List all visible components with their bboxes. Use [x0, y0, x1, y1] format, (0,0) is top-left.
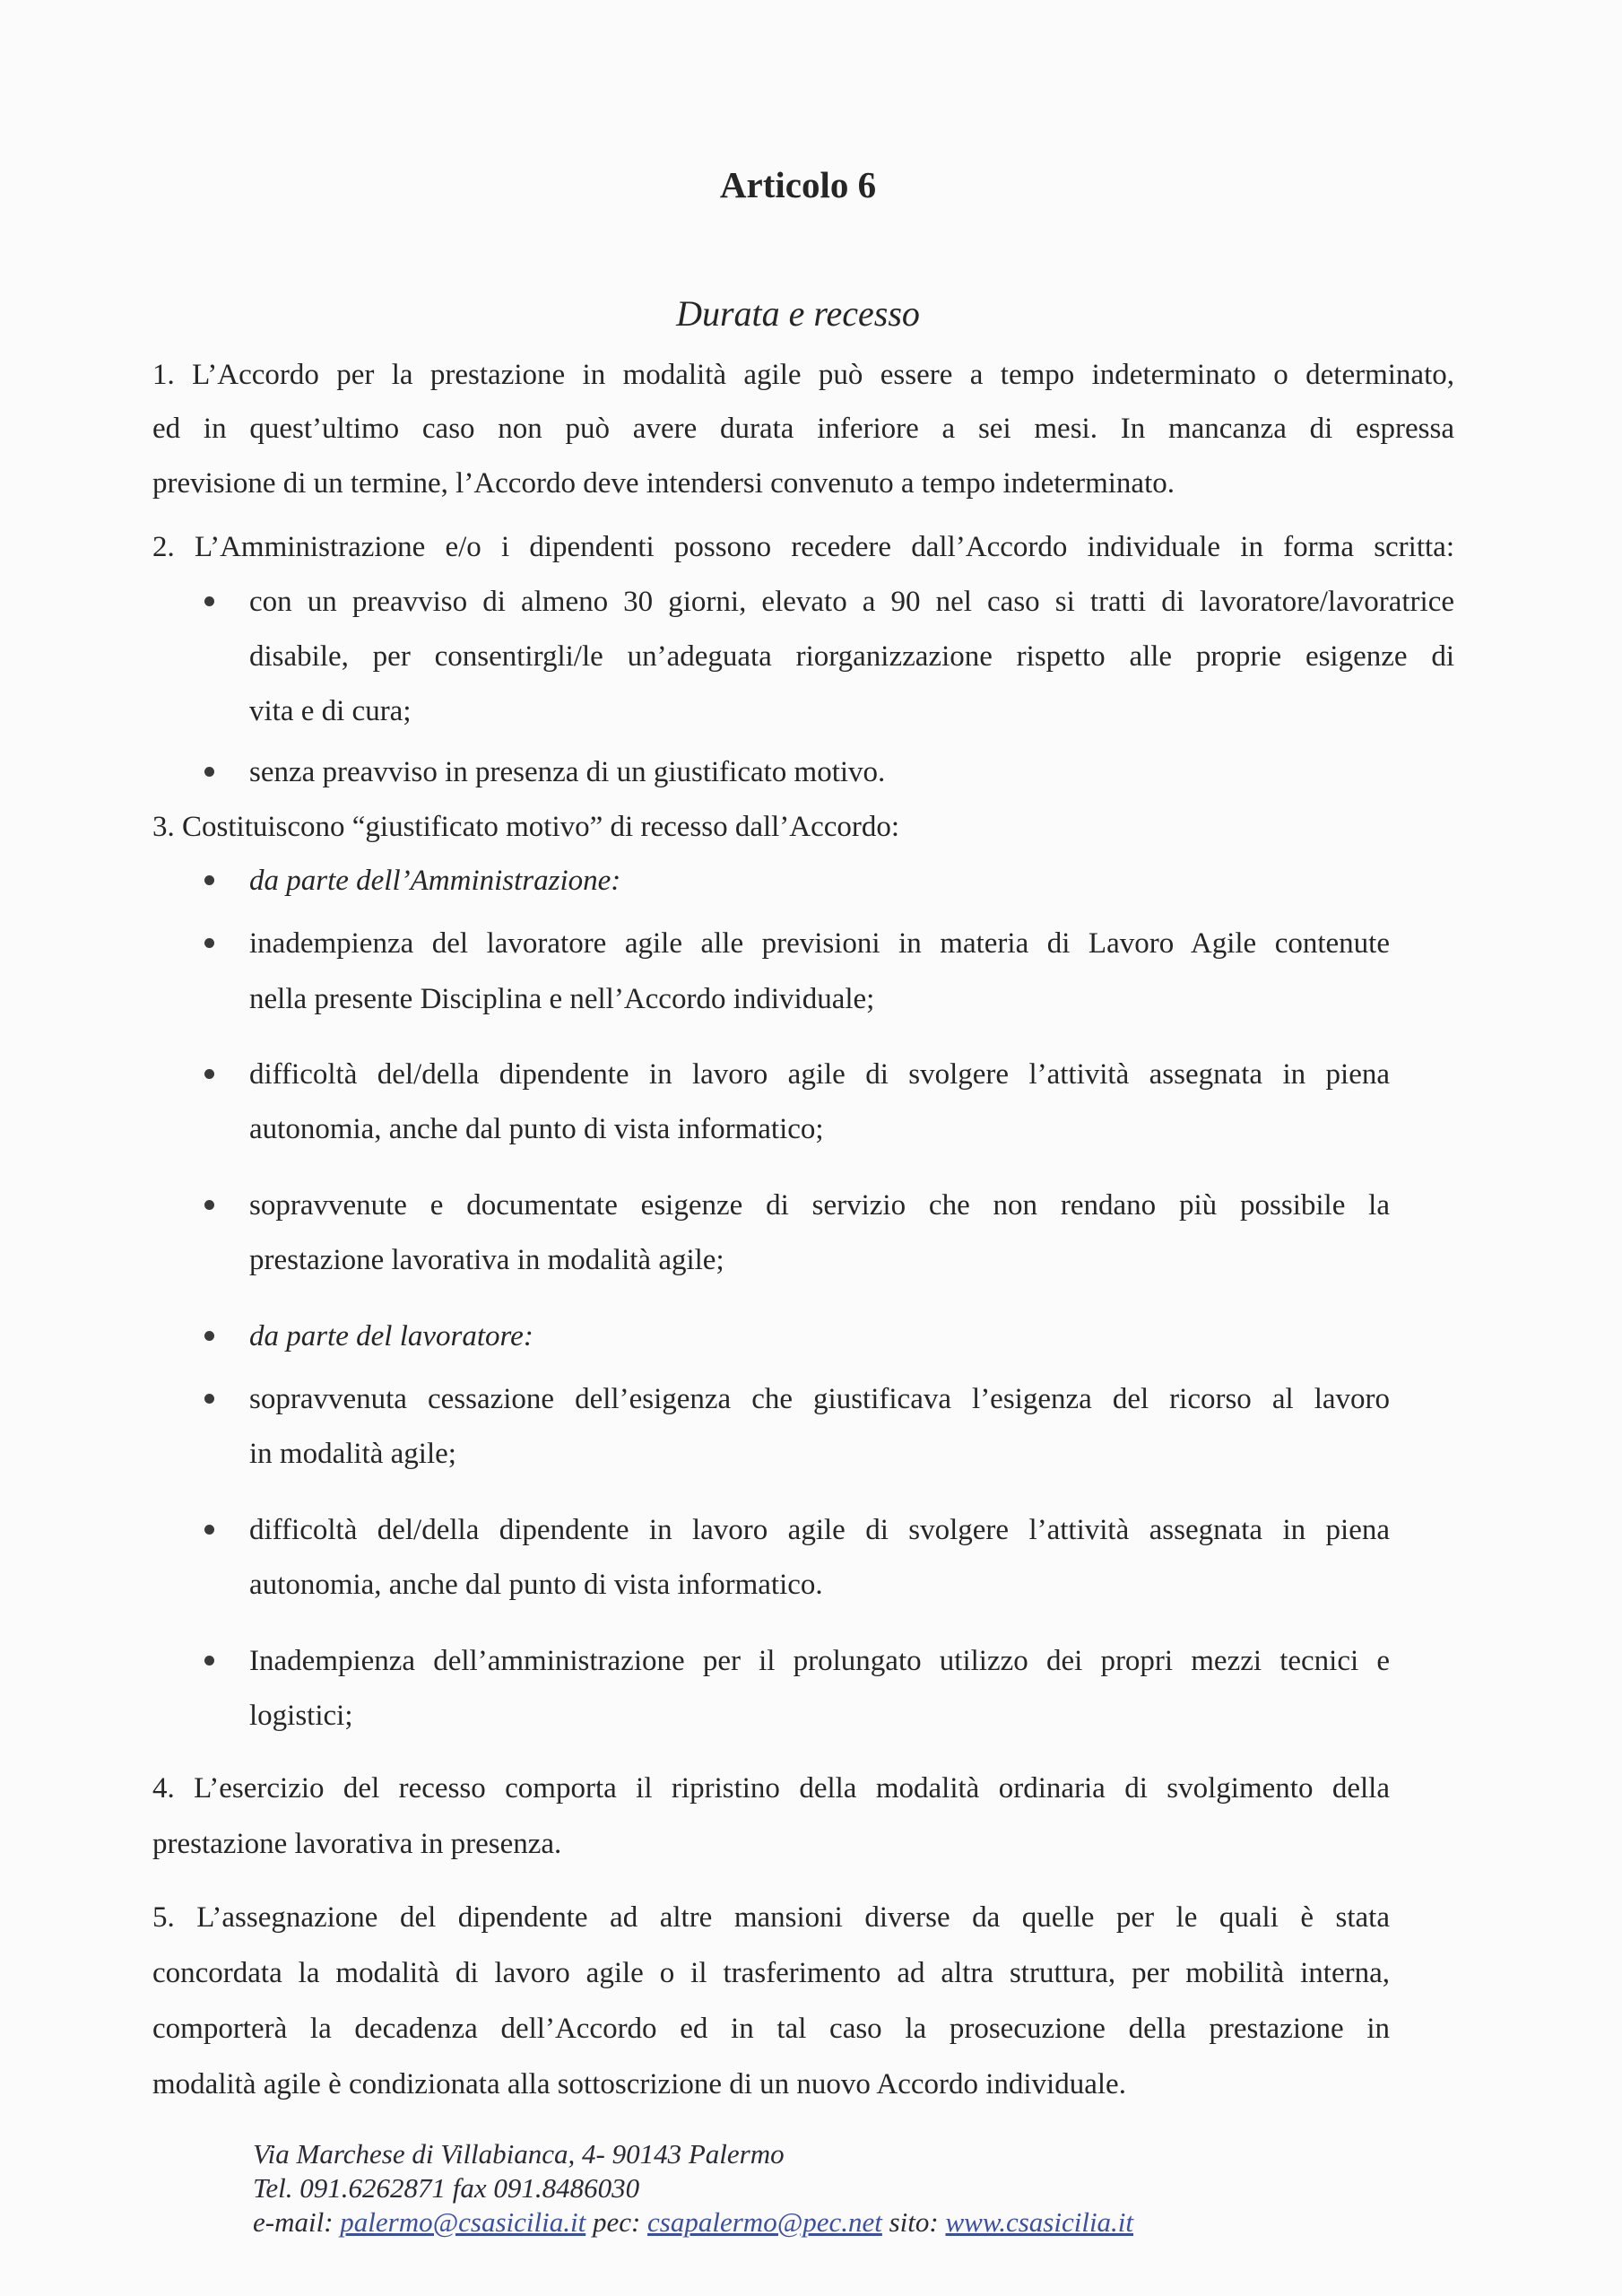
bullet-icon	[204, 1331, 214, 1341]
list-item-line: difficoltà del/della dipendente in lavoro agile di svolgere l’attività assegnata in piena	[249, 1058, 1390, 1091]
list-item-line: autonomia, anche dal punto di vista informatico.	[249, 1569, 823, 1601]
bullet-icon	[204, 1656, 214, 1665]
pec-label: pec:	[592, 2206, 641, 2238]
bullet-icon	[204, 596, 214, 606]
paragraph-4-line: prestazione lavorativa in presenza.	[152, 1828, 562, 1860]
pec-link[interactable]: csapalermo@pec.net	[647, 2206, 882, 2238]
list-item-line: Inadempienza dell’amministrazione per il prolungato utilizzo dei propri mezzi tecnici e	[249, 1645, 1390, 1677]
bullet-icon	[204, 1200, 214, 1210]
list-item-line: in modalità agile;	[249, 1438, 456, 1470]
bullet-icon	[204, 1525, 214, 1535]
footer-phone: Tel. 091.6262871 fax 091.8486030	[253, 2172, 640, 2204]
bullet-icon	[204, 938, 214, 948]
site-label: sito:	[889, 2206, 939, 2238]
paragraph-1-line: ed in quest’ultimo caso non può avere durata inferiore a sei mesi. In mancanza di espressa	[152, 413, 1454, 445]
list-item-line: con un preavviso di almeno 30 giorni, elevato a 90 nel caso si tratti di lavoratore/lavoratrice	[249, 586, 1454, 618]
paragraph-1-line: previsione di un termine, l’Accordo deve intendersi convenuto a tempo indeterminato.	[152, 467, 1175, 500]
admin-heading: da parte dell’Amministrazione:	[249, 865, 621, 897]
bullet-icon	[204, 1394, 214, 1404]
paragraph-5-line: modalità agile è condizionata alla sottoscrizione di un nuovo Accordo individuale.	[152, 2068, 1126, 2100]
bullet-icon	[204, 767, 214, 777]
paragraph-5-line: comporterà la decadenza dell’Accordo ed in tal caso la prosecuzione della prestazione in	[152, 2013, 1390, 2045]
list-item-line: disabile, per consentirgli/le un’adeguata riorganizzazione rispetto alle proprie esigenze di	[249, 640, 1454, 673]
paragraph-1-line: 1. L’Accordo per la prestazione in modalità agile può essere a tempo indeterminato o determinato,	[152, 359, 1454, 391]
paragraph-5-line: 5. L’assegnazione del dipendente ad altre mansioni diverse da quelle per le quali è stata	[152, 1901, 1390, 1934]
bullet-icon	[204, 1069, 214, 1079]
paragraph-4-line: 4. L’esercizio del recesso comporta il ripristino della modalità ordinaria di svolgimento della	[152, 1772, 1390, 1805]
section-title: Durata e recesso	[676, 293, 920, 334]
paragraph-2-intro: 2. L’Amministrazione e/o i dipendenti possono recedere dall’Accordo individuale in forma scritta:	[152, 531, 1454, 563]
list-item-line: inadempienza del lavoratore agile alle previsioni in materia di Lavoro Agile contenute	[249, 927, 1390, 960]
email-label: e-mail:	[253, 2206, 334, 2238]
bullet-icon	[204, 875, 214, 885]
article-title: Articolo 6	[719, 164, 877, 205]
list-item-line: nella presente Disciplina e nell’Accordo individuale;	[249, 983, 875, 1015]
list-item-line: senza preavviso in presenza di un giustificato motivo.	[249, 756, 886, 788]
list-item-line: vita e di cura;	[249, 695, 412, 727]
list-item-line: autonomia, anche dal punto di vista informatico;	[249, 1113, 824, 1145]
worker-heading: da parte del lavoratore:	[249, 1320, 533, 1352]
paragraph-3-intro: 3. Costituiscono “giustificato motivo” di recesso dall’Accordo:	[152, 811, 900, 843]
footer-contacts	[253, 2205, 1133, 2240]
list-item-line: difficoltà del/della dipendente in lavoro agile di svolgere l’attività assegnata in piena	[249, 1514, 1390, 1546]
list-item-line: sopravvenute e documentate esigenze di servizio che non rendano più possibile la	[249, 1189, 1390, 1222]
footer-address: Via Marchese di Villabianca, 4- 90143 Palermo	[253, 2138, 785, 2170]
list-item-line: logistici;	[249, 1700, 353, 1732]
site-link[interactable]: www.csasicilia.it	[945, 2206, 1134, 2238]
list-item-line: prestazione lavorativa in modalità agile;	[249, 1244, 724, 1276]
paragraph-5-line: concordata la modalità di lavoro agile o il trasferimento ad altra struttura, per mobilità interna,	[152, 1957, 1390, 1989]
list-item-line: sopravvenuta cessazione dell’esigenza che giustificava l’esigenza del ricorso al lavoro	[249, 1383, 1390, 1415]
email-link[interactable]: palermo@csasicilia.it	[340, 2206, 586, 2238]
